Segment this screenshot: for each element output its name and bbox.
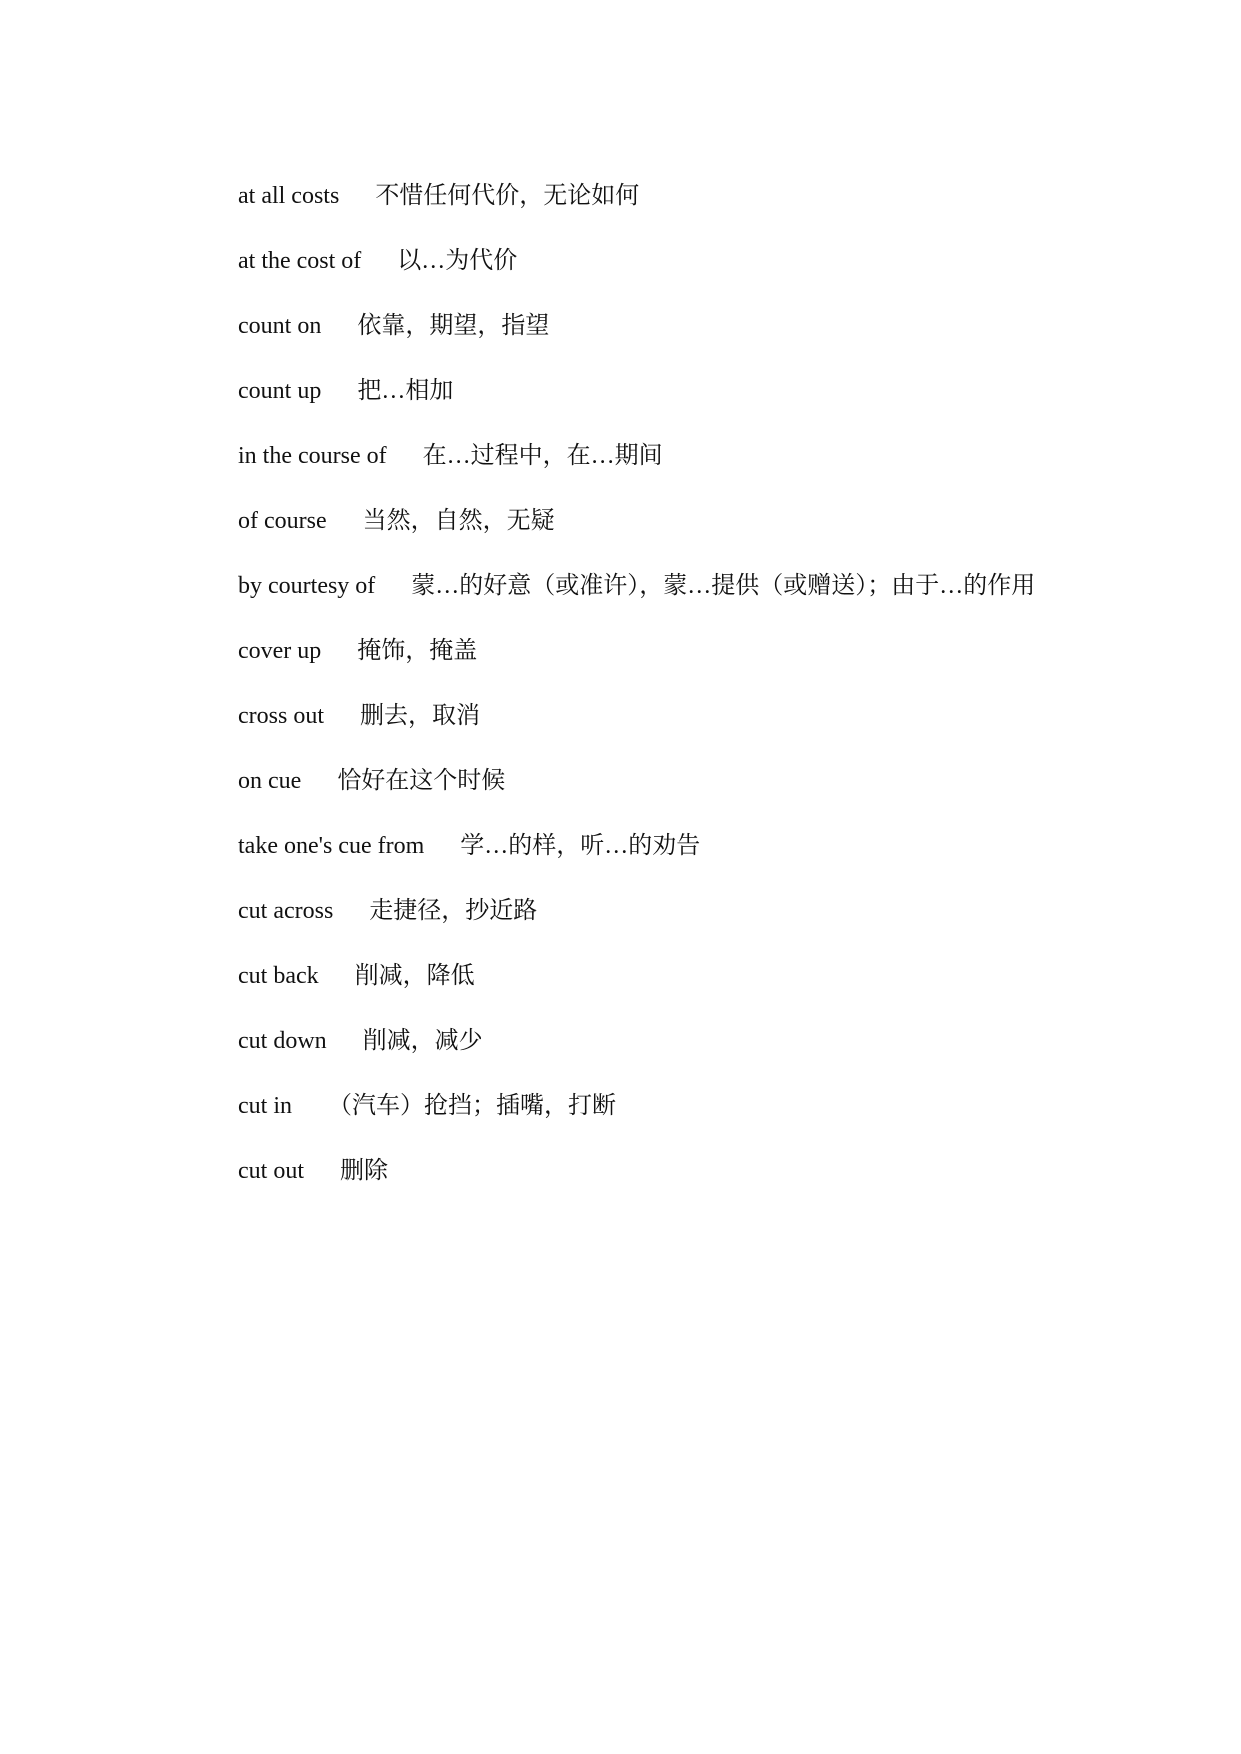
list-item [190,1155,1070,1187]
phrase-meaning: 把…相加 [357,378,454,404]
phrase-text: cut in [238,1093,292,1119]
phrase-meaning: 不惜任何代价，无论如何 [375,183,640,209]
phrase-text: at all costs [238,183,340,209]
phrase-text: of course [238,508,327,534]
phrase-meaning: 依靠，期望，指望 [357,313,550,339]
phrase-text: count on [238,313,322,339]
phrase-text: cut down [238,1028,327,1054]
list-item [190,310,1070,342]
phrase-list [190,180,1070,1220]
list-item [190,765,1070,797]
phrase-meaning: 恰好在这个时候 [337,768,506,794]
phrase-meaning: 削减，减少 [362,1028,483,1054]
phrase-text: cut across [238,898,334,924]
list-item [190,180,1070,212]
phrase-text: cut out [238,1158,304,1184]
phrase-text: by courtesy of [238,573,376,599]
list-item [190,440,1070,472]
phrase-meaning: 以…为代价 [397,248,518,274]
list-item [190,1025,1070,1057]
phrase-meaning: 走捷径，抄近路 [369,898,538,924]
phrase-meaning: 掩饰，掩盖 [357,638,478,664]
phrase-meaning: 削减，降低 [354,963,475,989]
list-item [190,960,1070,992]
list-item [190,245,1070,277]
list-item [190,830,1070,862]
phrase-meaning: 在…过程中，在…期间 [422,443,663,469]
phrase-meaning: 删去，取消 [360,703,480,729]
phrase-meaning: 当然，自然，无疑 [362,508,555,534]
phrase-text: in the course of [238,443,387,469]
phrase-text: on cue [238,768,302,794]
phrase-text: count up [238,378,322,404]
phrase-text: cross out [238,703,324,729]
phrase-text: cover up [238,638,322,664]
list-item [190,375,1070,407]
phrase-meaning: 学…的样，听…的劝告 [460,833,701,859]
list-item [190,505,1070,537]
phrase-text: cut back [238,963,319,989]
phrase-meaning: 蒙…的好意（或准许），蒙…提供（或赠送）；由于…的作用 [411,573,1036,599]
phrase-meaning: 删除 [340,1158,388,1184]
list-item [190,635,1070,667]
list-item [190,895,1070,927]
list-item [190,570,1070,602]
phrase-text: at the cost of [238,248,362,274]
list-item [190,1090,1070,1122]
list-item [190,700,1070,732]
phrase-text: take one's cue from [238,833,425,859]
phrase-meaning: （汽车）抢挡；插嘴，打断 [328,1093,616,1119]
